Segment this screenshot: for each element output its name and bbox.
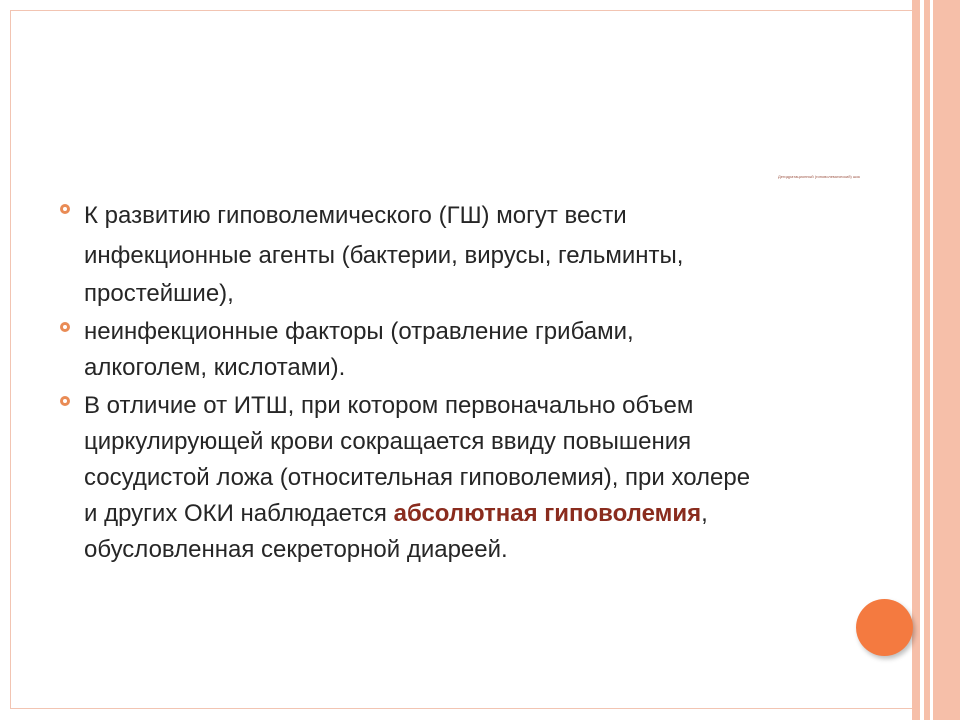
ring-bullet-icon — [60, 204, 70, 214]
orange-circle-decoration — [856, 599, 913, 656]
bullet-line — [84, 496, 900, 532]
bullet-item — [60, 314, 900, 386]
bullet-line: алкоголем, кислотами). — [84, 354, 346, 381]
stripe — [924, 0, 930, 720]
line-text: и других ОКИ наблюдается — [84, 500, 394, 527]
stripe — [912, 0, 920, 720]
bullet-line: В отличие от ИТШ, при котором первоначально объем — [84, 392, 694, 419]
bullet-item — [60, 196, 900, 312]
line-text: , — [701, 500, 708, 527]
stripe — [933, 0, 960, 720]
bullet-line: сосудистой ложа (относительная гиповолемия), при холере — [84, 464, 751, 491]
bullet-line: простейшие), — [84, 280, 234, 307]
bullet-line: обусловленная секреторной диареей. — [84, 536, 508, 563]
bullet-line: циркулирующей крови сокращается ввиду повышения — [84, 428, 692, 455]
bullet-line: К развитию гиповолемического (ГШ) могут вести — [84, 202, 627, 229]
slide-subtitle: Дегидратационный (гиповолемический) шок — [778, 174, 861, 179]
bullet-line: неинфекционные факторы (отравление грибами, — [84, 318, 634, 345]
slide-body — [60, 196, 900, 570]
highlighted-term: абсолютная гиповолемия — [393, 500, 702, 527]
bullet-item — [60, 388, 900, 568]
decorative-stripes — [912, 0, 960, 720]
ring-bullet-icon — [60, 396, 70, 406]
bullet-line: инфекционные агенты (бактерии, вирусы, гельминты, — [84, 242, 684, 269]
ring-bullet-icon — [60, 322, 70, 332]
